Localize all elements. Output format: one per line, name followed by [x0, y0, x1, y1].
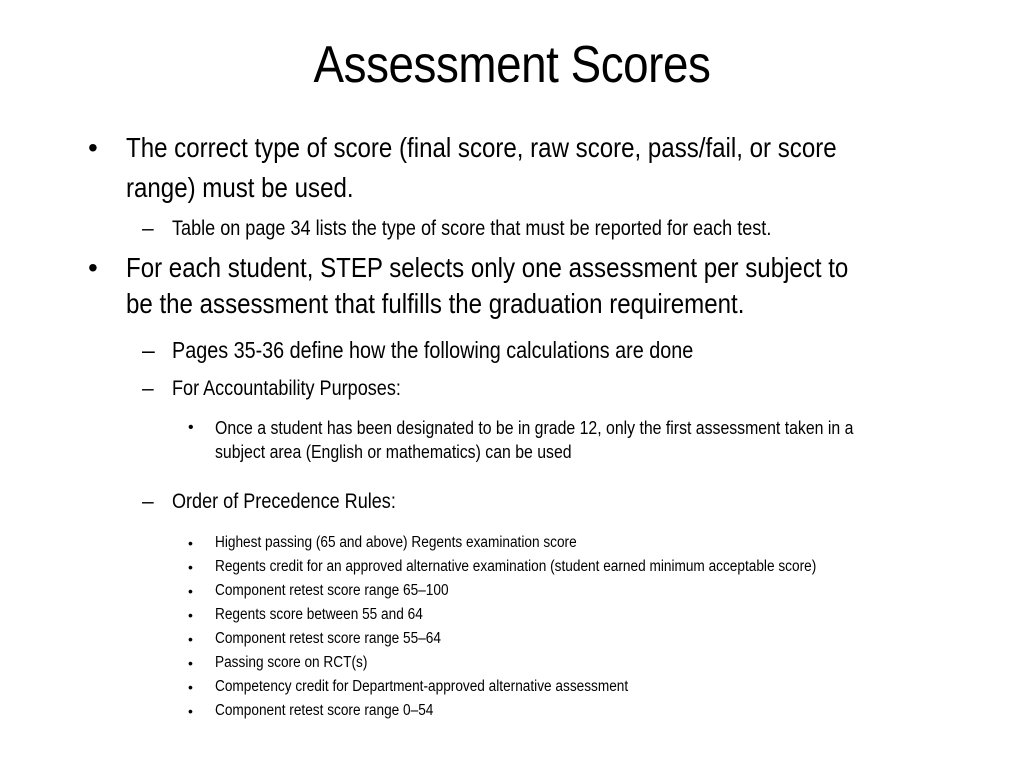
dash-marker: –	[142, 377, 154, 400]
bullet-1-line-2: range) must be used.	[126, 172, 354, 203]
dash-marker: –	[142, 337, 155, 363]
accountability-item-line-2: subject area (English or mathematics) can be used	[215, 442, 572, 462]
bullet-2-sub-1-text: Pages 35-36 define how the following calculations are done	[172, 337, 694, 363]
rule-text: Highest passing (65 and above) Regents examination score	[215, 534, 577, 551]
dash-marker: –	[142, 490, 154, 513]
bullet-marker: •	[188, 583, 193, 599]
bullet-marker: •	[88, 252, 98, 283]
bullet-marker: •	[188, 607, 193, 623]
rule-text: Component retest score range 0–54	[215, 702, 434, 719]
bullet-marker: •	[188, 703, 193, 719]
bullet-marker: •	[188, 655, 193, 671]
bullet-2-sub-2-text: For Accountability Purposes:	[172, 377, 401, 400]
bullet-1-line-1: The correct type of score (final score, raw score, pass/fail, or score	[126, 132, 837, 163]
rule-text: Competency credit for Department-approved alternative assessment	[215, 678, 629, 695]
rule-text: Passing score on RCT(s)	[215, 654, 368, 671]
dash-marker: –	[142, 217, 154, 240]
bullet-2-line-2: be the assessment that fulfills the graduation requirement.	[126, 288, 745, 319]
bullet-1-sub-1-text: Table on page 34 lists the type of score that must be reported for each test.	[172, 217, 772, 240]
accountability-item-line-1: Once a student has been designated to be in grade 12, only the first assessment taken in a	[215, 418, 854, 438]
rule-text: Regents score between 55 and 64	[215, 606, 423, 623]
rule-text: Component retest score range 55–64	[215, 630, 441, 647]
bullet-marker: •	[188, 679, 193, 695]
slide-title: Assessment Scores	[313, 36, 711, 94]
bullet-marker: •	[88, 132, 98, 163]
bullet-2-sub-3-text: Order of Precedence Rules:	[172, 490, 396, 513]
rule-text: Component retest score range 65–100	[215, 582, 449, 599]
bullet-marker: •	[188, 559, 193, 575]
bullet-2-line-1: For each student, STEP selects only one assessment per subject to	[126, 252, 849, 283]
bullet-marker: •	[188, 535, 193, 551]
rule-text: Regents credit for an approved alternative examination (student earned minimum acceptable score)	[215, 558, 817, 575]
bullet-marker: •	[188, 419, 194, 436]
bullet-marker: •	[188, 631, 193, 647]
